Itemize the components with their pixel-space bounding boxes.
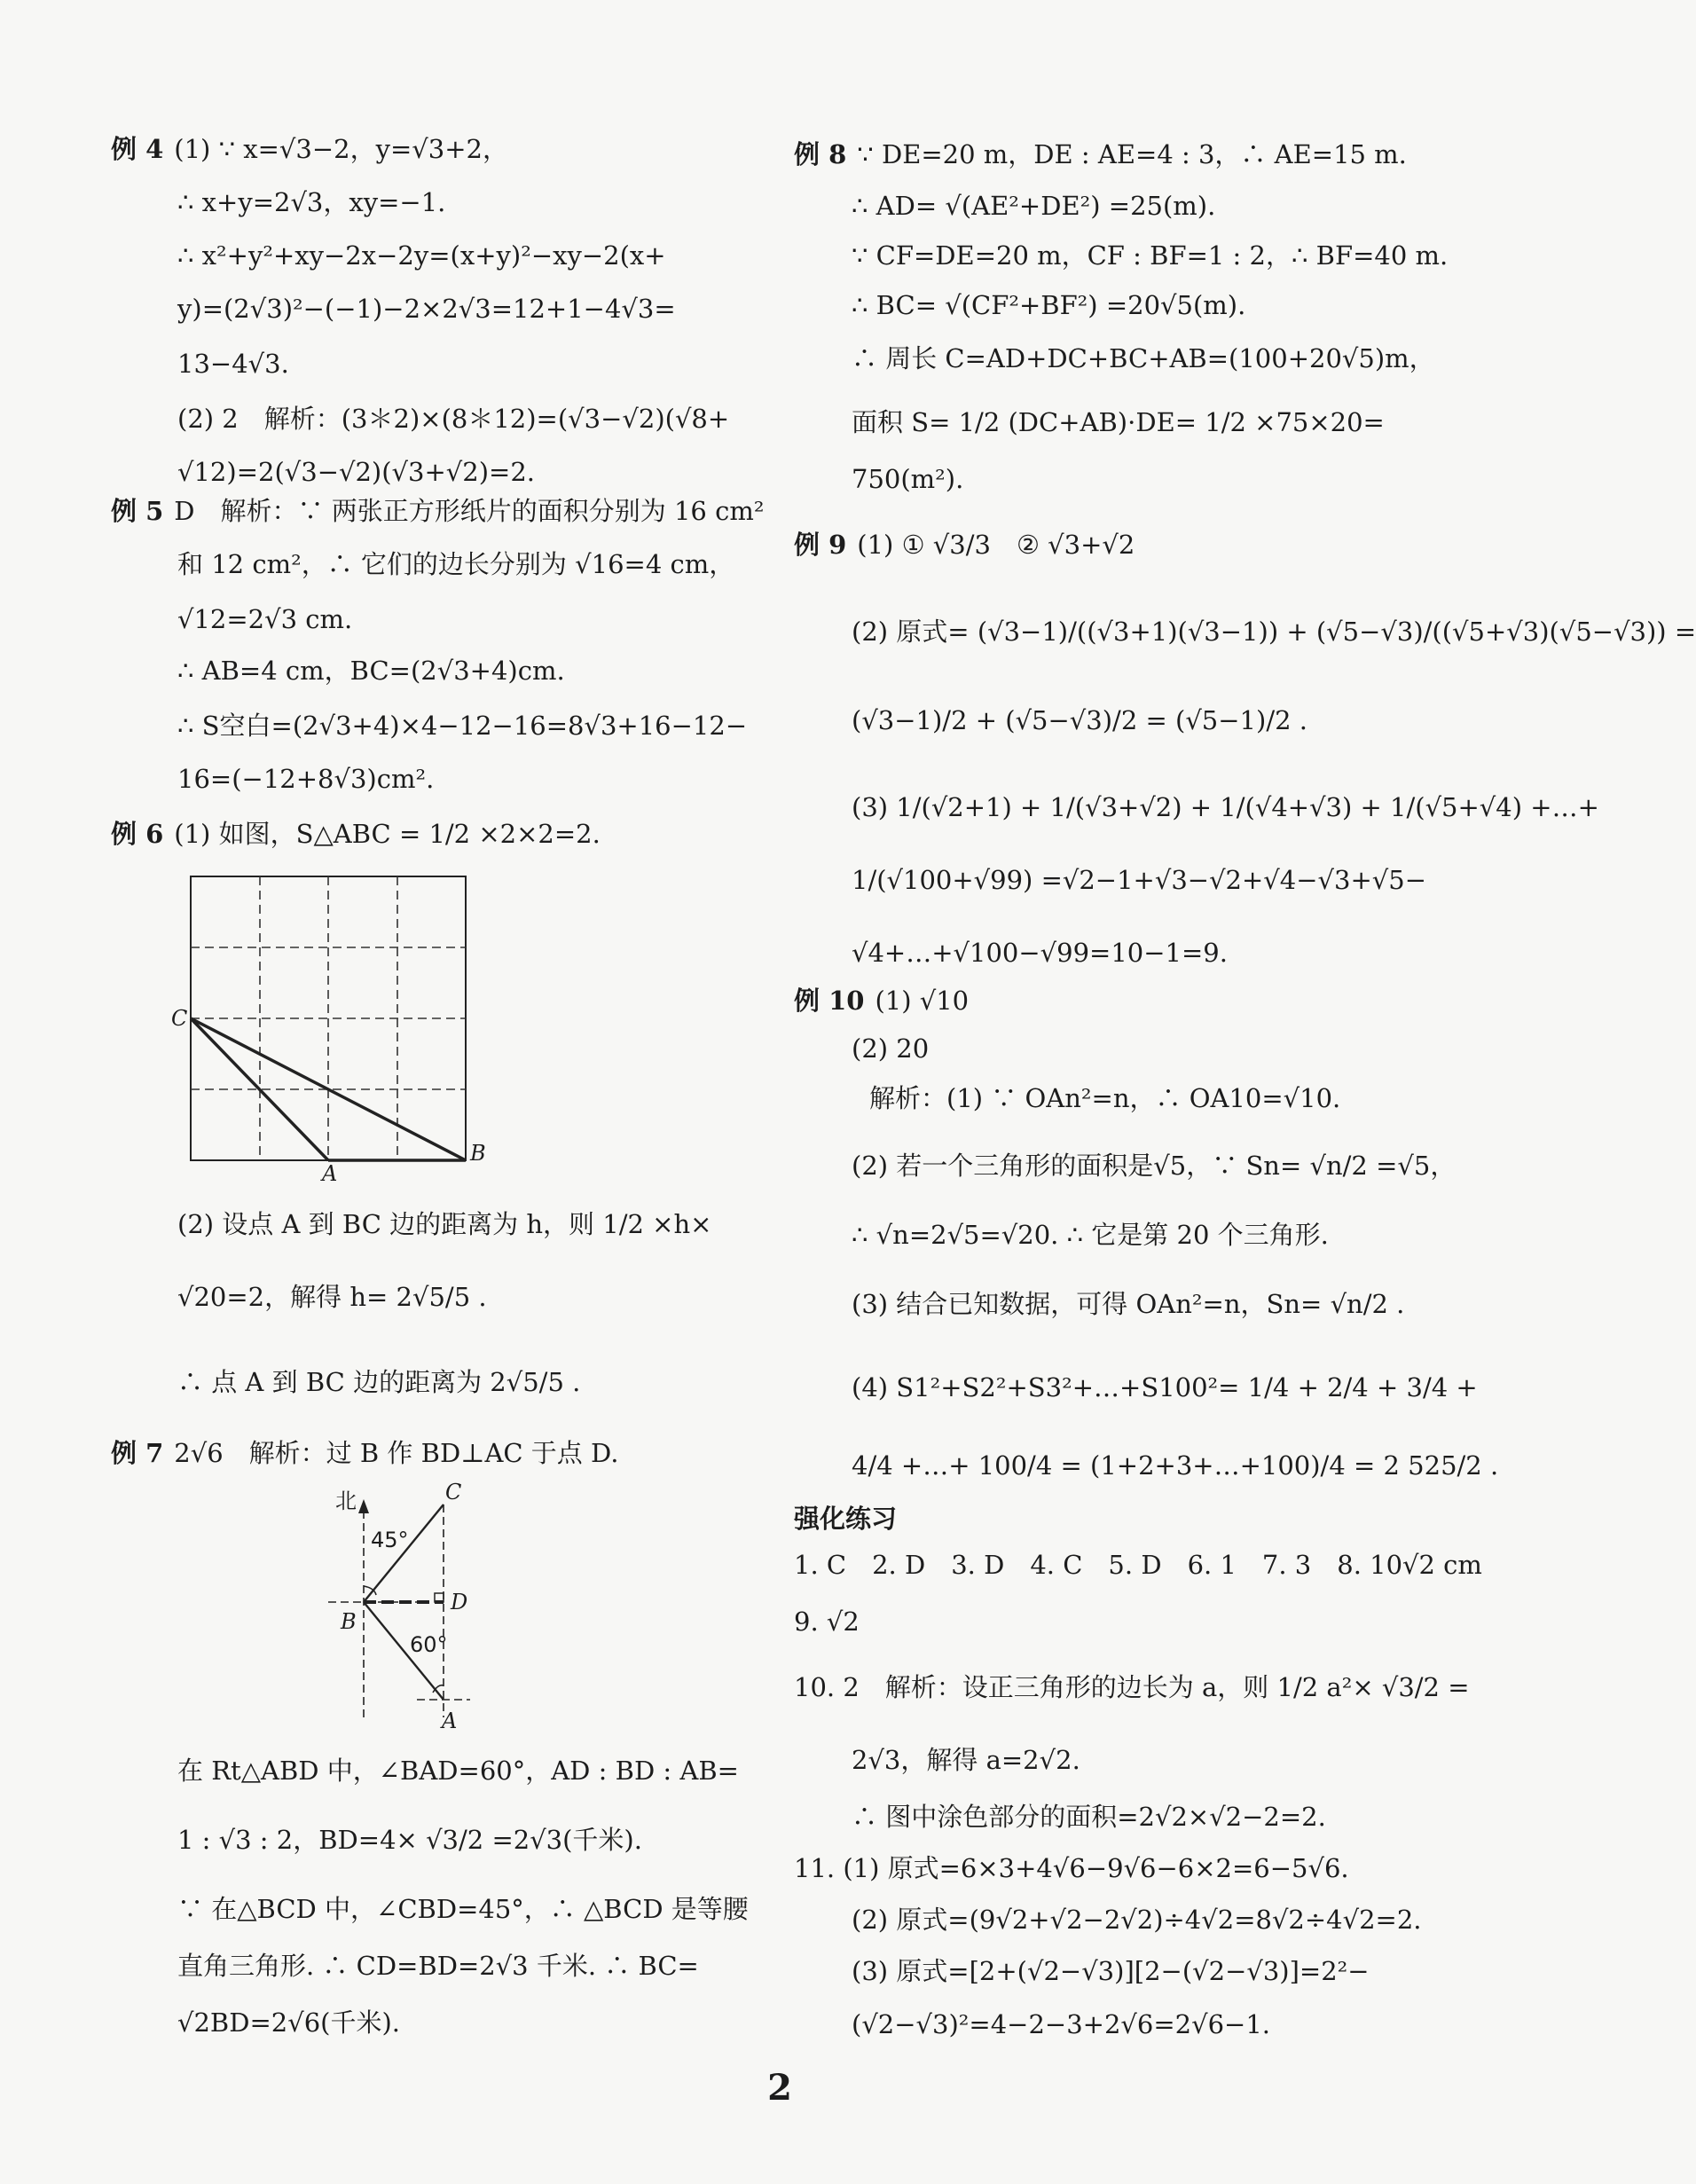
line: ∴ √n=2√5=√20. ∴ 它是第 20 个三角形. xyxy=(852,1220,1329,1250)
line: ∵ CF=DE=20 m，CF : BF=1 : 2，∴ BF=40 m. xyxy=(852,240,1449,271)
figure-7-diagram xyxy=(328,1480,506,1733)
label-d: D xyxy=(451,1590,468,1614)
figure-6-grid xyxy=(171,868,492,1186)
line: (√2−√3)²=4−2−3+2√6=2√6−1. xyxy=(852,2009,1270,2039)
section-heading: 强化练习 xyxy=(794,1504,898,1534)
line: y)=(2√3)²−(−1)−2×2√3=12+1−4√3= xyxy=(177,294,676,324)
line: 9. √2 xyxy=(794,1607,860,1637)
line: 10. 2 解析：设正三角形的边长为 a，则 1/2 a²× √3/2 = xyxy=(794,1672,1470,1702)
label-a: A xyxy=(442,1709,458,1733)
line: (2) 20 xyxy=(852,1033,930,1064)
line: ∴ x+y=2√3，xy=−1. xyxy=(177,187,446,217)
line: 例 7 2√6 解析：过 B 作 BD⊥AC 于点 D. xyxy=(111,1438,619,1468)
line: ∴ 点 A 到 BC 边的距离为 2√5/5 . xyxy=(177,1367,581,1397)
line: 1. C 2. D 3. D 4. C 5. D 6. 1 7. 3 8. 10√2 cm xyxy=(794,1550,1482,1580)
line: 解析：(1) ∵ OAn²=n，∴ OA10=√10. xyxy=(869,1083,1341,1113)
label-b: B xyxy=(341,1609,357,1634)
line: (√3−1)/2 + (√5−√3)/2 = (√5−1)/2 . xyxy=(852,705,1307,735)
line: 4/4 +…+ 100/4 = (1+2+3+…+100)/4 = 2 525/2 . xyxy=(852,1450,1499,1481)
line: 直角三角形. ∴ CD=BD=2√3 千米. ∴ BC= xyxy=(177,1951,699,1981)
line: √4+…+√100−√99=10−1=9. xyxy=(852,938,1228,968)
line: ∴ S空白=(2√3+4)×4−12−16=8√3+16−12− xyxy=(177,711,748,741)
line: (3) 原式=[2+(√2−√3)][2−(√2−√3)]=2²− xyxy=(852,1956,1370,1986)
label-a: A xyxy=(322,1161,338,1186)
line: 面积 S= 1/2 (DC+AB)·DE= 1/2 ×75×20= xyxy=(852,407,1385,437)
line: 例 9 (1) ① √3/3 ② √3+√2 xyxy=(794,530,1135,560)
label-angle-45: 45° xyxy=(371,1528,409,1552)
line: 和 12 cm²，∴ 它们的边长分别为 √16=4 cm， xyxy=(177,549,735,579)
line: 16=(−12+8√3)cm². xyxy=(177,764,435,794)
line: 例 10 (1) √10 xyxy=(794,986,970,1016)
line: 750(m²). xyxy=(852,464,964,494)
line: ∴ 图中涂色部分的面积=2√2×√2−2=2. xyxy=(852,1802,1326,1832)
line: (2) 若一个三角形的面积是√5，∵ Sn= √n/2 =√5， xyxy=(852,1151,1457,1181)
line: (2) 2 解析：(3＊2)×(8＊12)=(√3−√2)(√8+ xyxy=(177,404,730,434)
line: 1 : √3 : 2，BD=4× √3/2 =2√3(千米). xyxy=(177,1825,642,1855)
line: (4) S1²+S2²+S3²+…+S100²= 1/4 + 2/4 + 3/4 + xyxy=(852,1372,1478,1402)
line: 例 8 ∵ DE=20 m，DE : AE=4 : 3，∴ AE=15 m. xyxy=(794,139,1407,169)
line: 13−4√3. xyxy=(177,349,289,379)
line: (3) 1/(√2+1) + 1/(√3+√2) + 1/(√4+√3) + 1/(√5+√4) +…+ xyxy=(852,792,1599,822)
line: √12)=2(√3−√2)(√3+√2)=2. xyxy=(177,457,535,487)
label-c: C xyxy=(445,1480,462,1504)
line: (2) 原式= (√3−1)/((√3+1)(√3−1)) + (√5−√3)/((√5+√3)(√5−√3)) = xyxy=(852,617,1696,647)
line: ∴ 周长 C=AD+DC+BC+AB=(100+20√5)m， xyxy=(852,343,1435,373)
line: ∴ x²+y²+xy−2x−2y=(x+y)²−xy−2(x+ xyxy=(177,240,666,271)
line: 2√3，解得 a=2√2. xyxy=(852,1745,1080,1775)
line: √2BD=2√6(千米). xyxy=(177,2007,401,2038)
line: 1/(√100+√99) =√2−1+√3−√2+√4−√3+√5− xyxy=(852,865,1426,895)
label-b: B xyxy=(470,1141,486,1166)
line: 例 6 (1) 如图，S△ABC = 1/2 ×2×2=2. xyxy=(111,819,601,849)
page-number: 2 xyxy=(767,2067,792,2109)
line: 11. (1) 原式=6×3+4√6−9√6−6×2=6−5√6. xyxy=(794,1853,1349,1883)
line: ∵ 在△BCD 中，∠CBD=45°，∴ △BCD 是等腰 xyxy=(177,1894,749,1924)
line: 例 4 (1) ∵ x=√3−2，y=√3+2， xyxy=(111,134,508,164)
line: √20=2，解得 h= 2√5/5 . xyxy=(177,1282,487,1312)
line: 在 Rt△ABD 中，∠BAD=60°，AD : BD : AB= xyxy=(177,1756,739,1786)
line: (2) 设点 A 到 BC 边的距离为 h，则 1/2 ×h× xyxy=(177,1209,712,1239)
label-angle-60: 60° xyxy=(410,1632,448,1657)
line: (3) 结合已知数据，可得 OAn²=n，Sn= √n/2 . xyxy=(852,1289,1405,1319)
line: 例 5 D 解析：∵ 两张正方形纸片的面积分别为 16 cm² xyxy=(111,496,765,526)
line: √12=2√3 cm. xyxy=(177,604,353,634)
label-north: 北 xyxy=(335,1489,357,1513)
line: ∴ AB=4 cm，BC=(2√3+4)cm. xyxy=(177,656,565,686)
line: ∴ AD= √(AE²+DE²) =25(m). xyxy=(852,191,1216,221)
line: (2) 原式=(9√2+√2−2√2)÷4√2=8√2÷4√2=2. xyxy=(852,1905,1422,1935)
label-c: C xyxy=(171,1006,188,1031)
line: ∴ BC= √(CF²+BF²) =20√5(m). xyxy=(852,290,1246,320)
